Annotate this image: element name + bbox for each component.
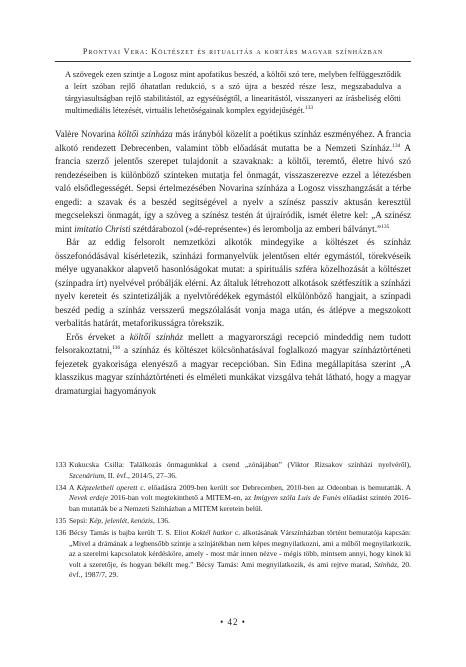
text-run: 2016-ban volt megtekinthető a MITEM-en, az bbox=[108, 493, 254, 503]
footnote-text bbox=[69, 483, 411, 515]
text-run: mellett a magyarországi recepció mindeddig nem tudott felsorakoztatni, bbox=[55, 331, 412, 356]
page-number: • 42 • bbox=[220, 617, 246, 627]
body-paragraph bbox=[55, 236, 411, 331]
italic-text: Imígyen szóla Luis de Funès bbox=[253, 493, 341, 503]
footnote-number: 133 bbox=[55, 460, 67, 469]
text-run: c. előadásra 2009-ben került sor Debrecenben, 2010-ben az Odeonban is bemutatták. A bbox=[137, 482, 411, 492]
italic-text: költői színház bbox=[129, 331, 183, 342]
body-paragraph bbox=[55, 331, 411, 399]
footnote bbox=[55, 516, 411, 527]
text-run: Erős érveket a bbox=[66, 331, 130, 342]
footnote bbox=[55, 483, 411, 515]
text-run: Bár az eddig felsorolt nemzetközi alkotók mindegyike a költészet és színház összefonódásával kísérletezik, színházi formanyelvük jelentősen eltér egymástól, törekvéseik mélye ugyanakkor alapvető hasonlóságokat mutat: a spirituális szférа közelhozását a költészet (színpadra írt) nyelvével próbálják elérni. Az általuk létrehozott alkotások szétfeszítik a színházi nyelv kereteit és szintetizálják a nyelvtörédékek egymástól elkülönböző hangjait, a színpadi beszéd pedig a színház versszerű megszólalását vonja maga után, és átlépve a megszokott verbalitás határát, metaforikusságra törekszik. bbox=[55, 237, 411, 329]
text-run: A francia szerző jelentős szerepet tulajdonít a szavaknak: a költői, teremtő, életre hívó szó rendezéseiben is különböző szinteken mutatja fel önmagát, visszaszerezve ezzel a létezésben való elsődlegességét. Sepsi értelmezésében Novarina színháza a Logosz visszhangzását a térbe engedi: a szavak és a beszéd segítségével a nyelv a színész passzív aktusán keresztül megcselekszi önmagát, így a szöveg a színész testén át újraíródik, ismét életre kel: „A színész mint bbox=[55, 142, 411, 234]
text-run: Kukucska Csilla: Találkozás önmagunkkal a csend „zónájában” (Viktor Rizsakov színházi nyelvéről), bbox=[69, 460, 411, 469]
text-run: Sepsi: bbox=[69, 515, 90, 525]
footnote-number: 136 bbox=[55, 528, 67, 538]
text-run: szétdárabozol (»dé-représente«) és lerombolja az emberi bálványt.” bbox=[130, 223, 382, 234]
footnote-number: 135 bbox=[55, 515, 67, 525]
text-run: Bécsy Tamás is bajba került T. S. Eliot bbox=[69, 528, 191, 538]
text-run: Valère Novarina bbox=[55, 129, 118, 140]
italic-text: költői színháza bbox=[117, 129, 173, 140]
footnote bbox=[55, 528, 411, 581]
italic-text: Képzeletbeli operett bbox=[76, 482, 138, 492]
footnote-text bbox=[69, 460, 411, 481]
footnotes bbox=[55, 460, 411, 583]
italic-text: Szcenárium bbox=[69, 470, 104, 480]
italic-text: Nevek erdeje bbox=[69, 493, 109, 503]
body-paragraph bbox=[55, 128, 411, 236]
italic-text: imitatio Christi bbox=[74, 223, 131, 234]
italic-text: Koktél hatkor bbox=[190, 528, 233, 538]
block-quote bbox=[65, 69, 401, 117]
text-run: előadást szintén 2016-ban mutatták be a Nemzeti Színházban a MITEM keretein belül. bbox=[69, 493, 411, 513]
footnote-ref: 134 bbox=[392, 142, 401, 149]
running-header: Prontvai Vera: Költészet és ritualitás a kortárs magyar színházban bbox=[82, 47, 384, 56]
footnote-ref: 135 bbox=[381, 223, 390, 230]
text-run: más irányból közelít a poétikus színház eszményéhez. A francia alkotó rendezett Debrecenben, valamint több előadását mutatta be a Nemzeti Színház. bbox=[55, 129, 411, 153]
footnote-number: 134 bbox=[55, 482, 67, 492]
text-run: a színház és költészet kölcsönhatásával foglalkozó magyar színháztörténeti fejezetek gyakorisága elenyésző a magyar recepcióban. Sin Edina megállapítása szerint „A klasszikus magyar színháztörténeti és elméleti munkákat vizsgálva tehát látható, hogy a magyar dramaturgiai hagyományok bbox=[55, 345, 411, 396]
block-quote-text: A szövegek ezen szintje a Logosz mint apofatikus beszéd, a költői szó tere, melyben felfüggesztődik a leírt szóban rejlő óhatatlan redukció, s a szó újra a beszéd része lesz, megszabadulva a tárgyiasultságban rejlő stabilitástól, az egyséüségtől, a linearitástól, visszanyeri az írásbeliség előtti multimediális létezését, virtuális lehetőségainak komplex egyidejűségét. bbox=[65, 70, 401, 116]
header-rule bbox=[55, 61, 411, 62]
main-text bbox=[55, 69, 411, 398]
footnote-text bbox=[69, 528, 411, 581]
footnote bbox=[55, 460, 411, 481]
footnote-text bbox=[69, 516, 411, 527]
text-run: c. alkotásának Várszínházban történt bemutatója kapcsán: „Mivel a drámának a legbensőbb szintje a színjátékban nem képes megnyilatkozni, ami a műből megnyilatkozik, az a szerelmi kapcsolatok kérdésköre, amely - most már innen nézve - mégis több, mintsem annyi, hogy kinek ki volt a szeretője, és hogyan békélt meg.” Bécsy Tamás: Ami megnyilatkozik, és ami rejtve marad, bbox=[69, 528, 411, 569]
body-paragraphs bbox=[55, 128, 411, 398]
text-run: , 136. bbox=[152, 515, 170, 525]
text-run: , II. évf., 2014/5, 27–36. bbox=[104, 470, 177, 480]
footnote-ref: 133 bbox=[304, 105, 314, 112]
text-run: , 20. évf., 1987/7, 29. bbox=[69, 559, 411, 580]
italic-text: Színház bbox=[374, 559, 398, 569]
text-run: A bbox=[69, 482, 77, 492]
footnote-ref: 136 bbox=[111, 345, 121, 352]
italic-text: Kép, jelenlét, kenózis bbox=[89, 515, 153, 525]
